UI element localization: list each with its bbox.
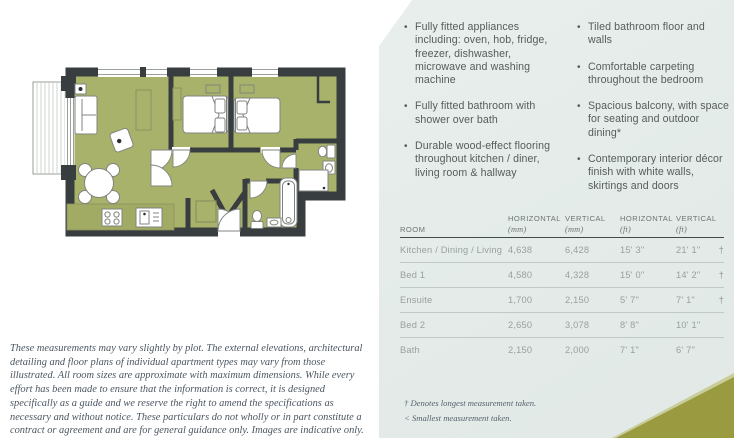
footnote-dagger: † Denotes longest measurement taken. [404,398,537,408]
bullet-icon: • [577,154,581,166]
cell-vertical-ft: 7' 1" [676,295,695,305]
dagger-note: † [718,295,724,305]
bullet-icon: • [404,101,408,113]
column-header-vertical-mm: VERTICAL (mm) [565,214,606,234]
table-row [400,263,724,288]
room-name: Ensuite [400,295,433,305]
features-column-right [577,21,729,206]
list-item [404,140,556,180]
column-header-vertical-ft: VERTICAL (ft) [676,214,717,234]
feature-text: Fully fitted bathroom with shower over bath [415,100,536,126]
bullet-icon: • [404,22,408,33]
cell-vertical-mm: 2,000 [565,345,590,355]
cell-vertical-mm: 6,428 [565,245,590,255]
room-name: Bath [400,345,420,355]
cell-horizontal-mm: 2,650 [508,320,533,330]
cell-vertical-ft: 10' 1" [676,320,701,330]
cell-vertical-ft: 21' 1" [676,245,701,255]
cell-horizontal-mm: 1,700 [508,295,533,305]
list-item [577,21,729,48]
table-header-row [400,214,724,238]
cell-horizontal-ft: 15' 3" [620,245,645,255]
feature-text: Comfortable carpeting throughout the bedroom [588,60,704,86]
table-row [400,238,724,263]
dagger-note: † [718,270,724,280]
footnote-smallest: < Smallest measurement taken. [404,413,512,423]
wall-block [61,165,76,180]
cell-horizontal-ft: 15' 0" [620,270,645,280]
table-row [400,338,724,362]
bullet-icon: • [577,101,581,113]
room-name: Bed 2 [400,320,426,330]
measurements-table [400,214,724,362]
dagger-note: † [718,245,724,255]
list-item [577,100,729,140]
cell-vertical-ft: 14' 2" [676,270,701,280]
room-name: Kitchen / Dining / Living [400,245,503,255]
cell-vertical-ft: 6' 7" [676,345,695,355]
cell-horizontal-mm: 2,150 [508,345,533,355]
features-column-left [404,21,556,206]
column-header-horizontal-mm: HORIZONTAL (mm) [508,214,561,234]
bullet-icon: • [577,61,581,73]
list-item [404,100,556,127]
list-item [577,61,729,88]
cell-horizontal-mm: 4,638 [508,245,533,255]
cell-horizontal-ft: 8' 8" [620,320,639,330]
bullet-icon: • [577,22,581,33]
features-list [404,21,729,206]
wall-block [61,76,76,91]
room-name: Bed 1 [400,270,426,280]
bullet-icon: • [404,141,408,153]
cell-horizontal-ft: 5' 7" [620,295,639,305]
cell-vertical-mm: 3,078 [565,320,590,330]
list-item [404,21,556,87]
feature-text: Tiled bathroom floor and walls [588,21,705,47]
table-row [400,288,724,313]
cell-vertical-mm: 4,328 [565,270,590,280]
feature-text: Contemporary interior décor finish with white walls, skirtings and doors [588,153,723,192]
column-header-room: ROOM [400,225,426,234]
feature-text: Durable wood-effect flooring throughout kitchen / diner, living room & hallway [415,140,551,179]
footnotes [404,396,536,426]
cell-horizontal-ft: 7' 1" [620,345,639,355]
cell-vertical-mm: 2,150 [565,295,590,305]
feature-text: Fully fitted appliances including: oven, hob, fridge, freezer, dishwasher, microwave and washing machine [415,21,548,87]
list-item [577,153,729,193]
column-header-horizontal-ft: HORIZONTAL (ft) [620,214,673,234]
table-row [400,313,724,338]
floor-plan [0,0,372,338]
cell-horizontal-mm: 4,580 [508,270,533,280]
disclaimer-text: These measurements may vary slightly by plot. The external elevations, architectural detailing and floor plans of individual apartment types may vary from those illustrated. All room sizes are approximate with maximum dimensions. While every effort has been made to ensure that the information is correct, it is designed specifically as a guide and we reserve the right to amend the specifications as necessary and without notice. These particulars do not wholly or in part constitute a contract or agreement and are for general guidance only. Images are indicative only. [10,343,364,437]
feature-text: Spacious balcony, with space for seating and outdoor dining* [588,100,729,139]
